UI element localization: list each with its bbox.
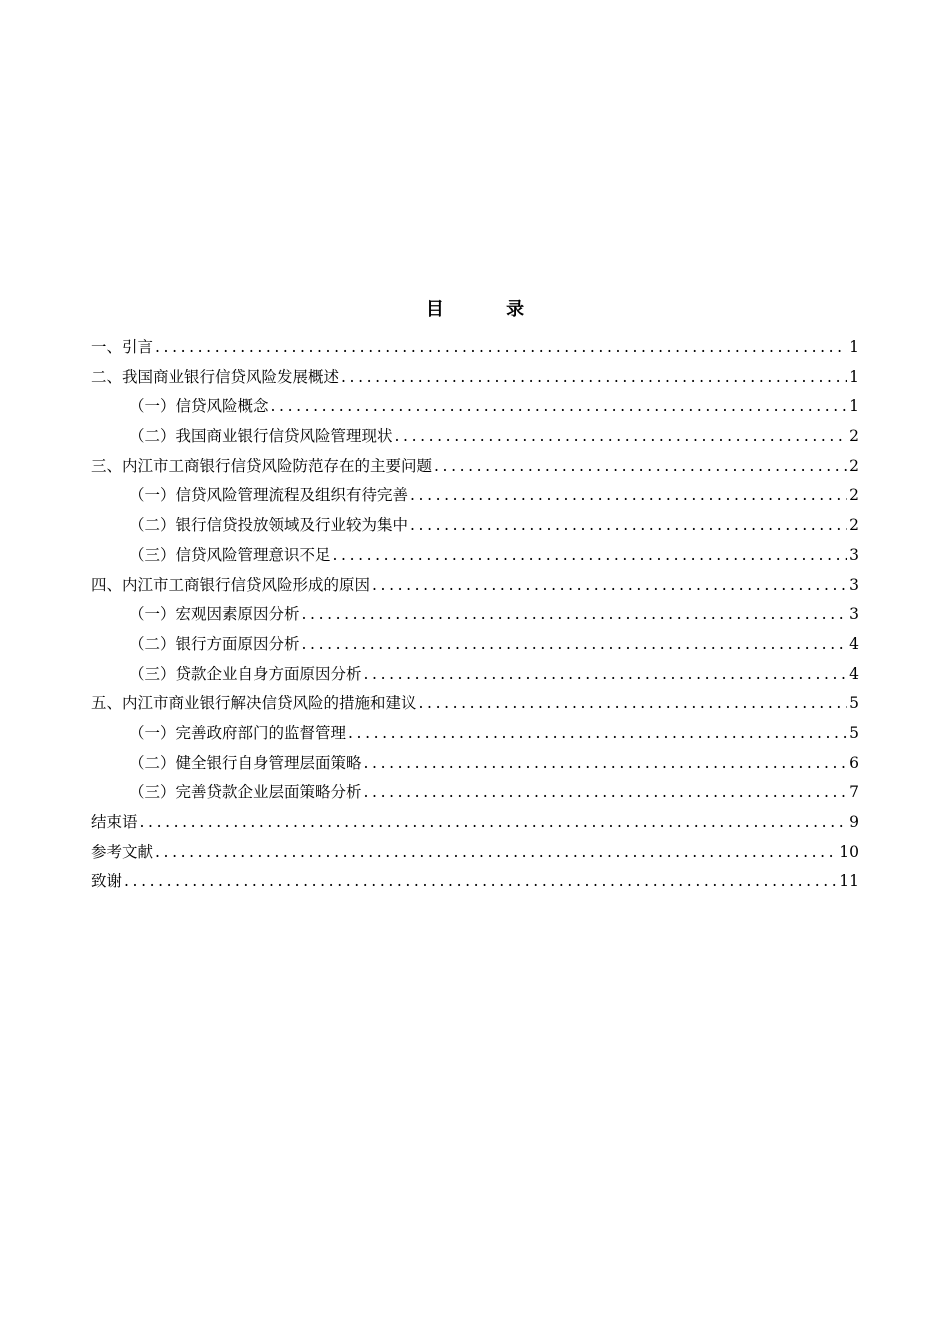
toc-entry[interactable] — [91, 422, 859, 452]
toc-entry-title: （三）完善贷款企业层面策略分析 — [129, 783, 362, 802]
toc-dot-leader — [364, 749, 848, 779]
toc-entry-title: （二）健全银行自身管理层面策略 — [129, 753, 362, 772]
toc-entry-title: （一）宏观因素原因分析 — [129, 605, 300, 624]
toc-entry[interactable] — [91, 541, 859, 571]
toc-dot-leader — [140, 808, 848, 838]
toc-entry-title: 结束语 — [91, 813, 138, 831]
toc-entry[interactable] — [91, 600, 859, 630]
toc-entry[interactable] — [91, 808, 859, 838]
toc-entry-title: 三、内江市工商银行信贷风险防范存在的主要问题 — [91, 456, 433, 475]
toc-entry-page-number: 2 — [849, 427, 859, 446]
toc-entry[interactable] — [91, 689, 859, 719]
toc-entry-page-number: 10 — [839, 842, 859, 861]
toc-dot-leader — [419, 689, 848, 719]
toc-entry-title: 致谢 — [91, 872, 123, 891]
toc-entry-page-number: 1 — [849, 367, 859, 386]
toc-entry[interactable] — [91, 867, 859, 897]
toc-dot-leader — [302, 630, 848, 660]
toc-dot-leader — [341, 363, 847, 393]
toc-entry-title: 参考文献 — [91, 842, 154, 861]
toc-dot-leader — [364, 778, 848, 808]
toc-entry-title: （一）信贷风险概念 — [129, 397, 269, 416]
toc-dot-leader — [372, 571, 847, 601]
toc-dot-leader — [333, 541, 848, 571]
toc-entry[interactable] — [91, 363, 859, 393]
toc-dot-leader — [124, 867, 837, 897]
toc-dot-leader — [302, 600, 848, 630]
toc-entry[interactable] — [91, 719, 859, 749]
toc-entry[interactable] — [91, 749, 859, 779]
toc-entry[interactable] — [91, 630, 859, 660]
toc-entry-page-number: 9 — [849, 813, 859, 831]
toc-entry[interactable] — [91, 333, 859, 363]
toc-entry-title: （一）信贷风险管理流程及组织有待完善 — [129, 486, 409, 505]
toc-entry-title: （三）信贷风险管理意识不足 — [129, 545, 331, 564]
toc-dot-leader — [155, 838, 837, 868]
toc-dot-leader — [348, 719, 847, 749]
toc-dot-leader — [410, 481, 847, 511]
toc-entry-page-number: 2 — [849, 516, 859, 535]
toc-entry-title: （二）银行信贷投放领域及行业较为集中 — [129, 516, 409, 535]
toc-entry-title: （二）我国商业银行信贷风险管理现状 — [129, 427, 393, 446]
toc-entry[interactable] — [91, 838, 859, 868]
toc-entry-title: 二、我国商业银行信贷风险发展概述 — [91, 367, 340, 386]
toc-entry-page-number: 4 — [849, 664, 859, 683]
toc-entry-page-number: 2 — [849, 456, 859, 475]
toc-entry[interactable] — [91, 511, 859, 541]
toc-entry-page-number: 3 — [849, 545, 859, 564]
toc-dot-leader — [410, 511, 847, 541]
toc-entry-title: （三）贷款企业自身方面原因分析 — [129, 664, 362, 683]
table-of-contents — [91, 333, 859, 897]
toc-dot-leader — [364, 660, 848, 690]
toc-entry-page-number: 4 — [849, 634, 859, 653]
toc-entry[interactable] — [91, 571, 859, 601]
toc-entry-title: 五、内江市商业银行解决信贷风险的措施和建议 — [91, 694, 417, 713]
toc-entry-page-number: 1 — [849, 397, 859, 416]
toc-entry-page-number: 5 — [849, 723, 859, 742]
toc-entry-page-number: 5 — [849, 694, 859, 713]
toc-dot-leader — [434, 452, 847, 482]
toc-entry-page-number: 7 — [849, 783, 859, 802]
toc-entry-title: 一、引言 — [91, 338, 154, 356]
toc-entry-page-number: 11 — [839, 872, 859, 891]
toc-dot-leader — [395, 422, 848, 452]
toc-dot-leader — [155, 333, 847, 363]
toc-entry[interactable] — [91, 452, 859, 482]
toc-entry-page-number: 3 — [849, 605, 859, 624]
toc-entry[interactable] — [91, 660, 859, 690]
toc-entry-title: 四、内江市工商银行信贷风险形成的原因 — [91, 575, 371, 594]
toc-entry[interactable] — [91, 778, 859, 808]
toc-entry-page-number: 3 — [849, 575, 859, 594]
toc-entry-page-number: 2 — [849, 486, 859, 505]
toc-entry-page-number: 1 — [849, 338, 859, 356]
toc-entry-page-number: 6 — [849, 753, 859, 772]
toc-title: 目 录 — [425, 299, 553, 320]
toc-entry[interactable] — [91, 481, 859, 511]
toc-entry-title: （一）完善政府部门的监督管理 — [129, 723, 347, 742]
toc-entry[interactable] — [91, 392, 859, 422]
toc-dot-leader — [271, 392, 848, 422]
toc-entry-title: （二）银行方面原因分析 — [129, 634, 300, 653]
